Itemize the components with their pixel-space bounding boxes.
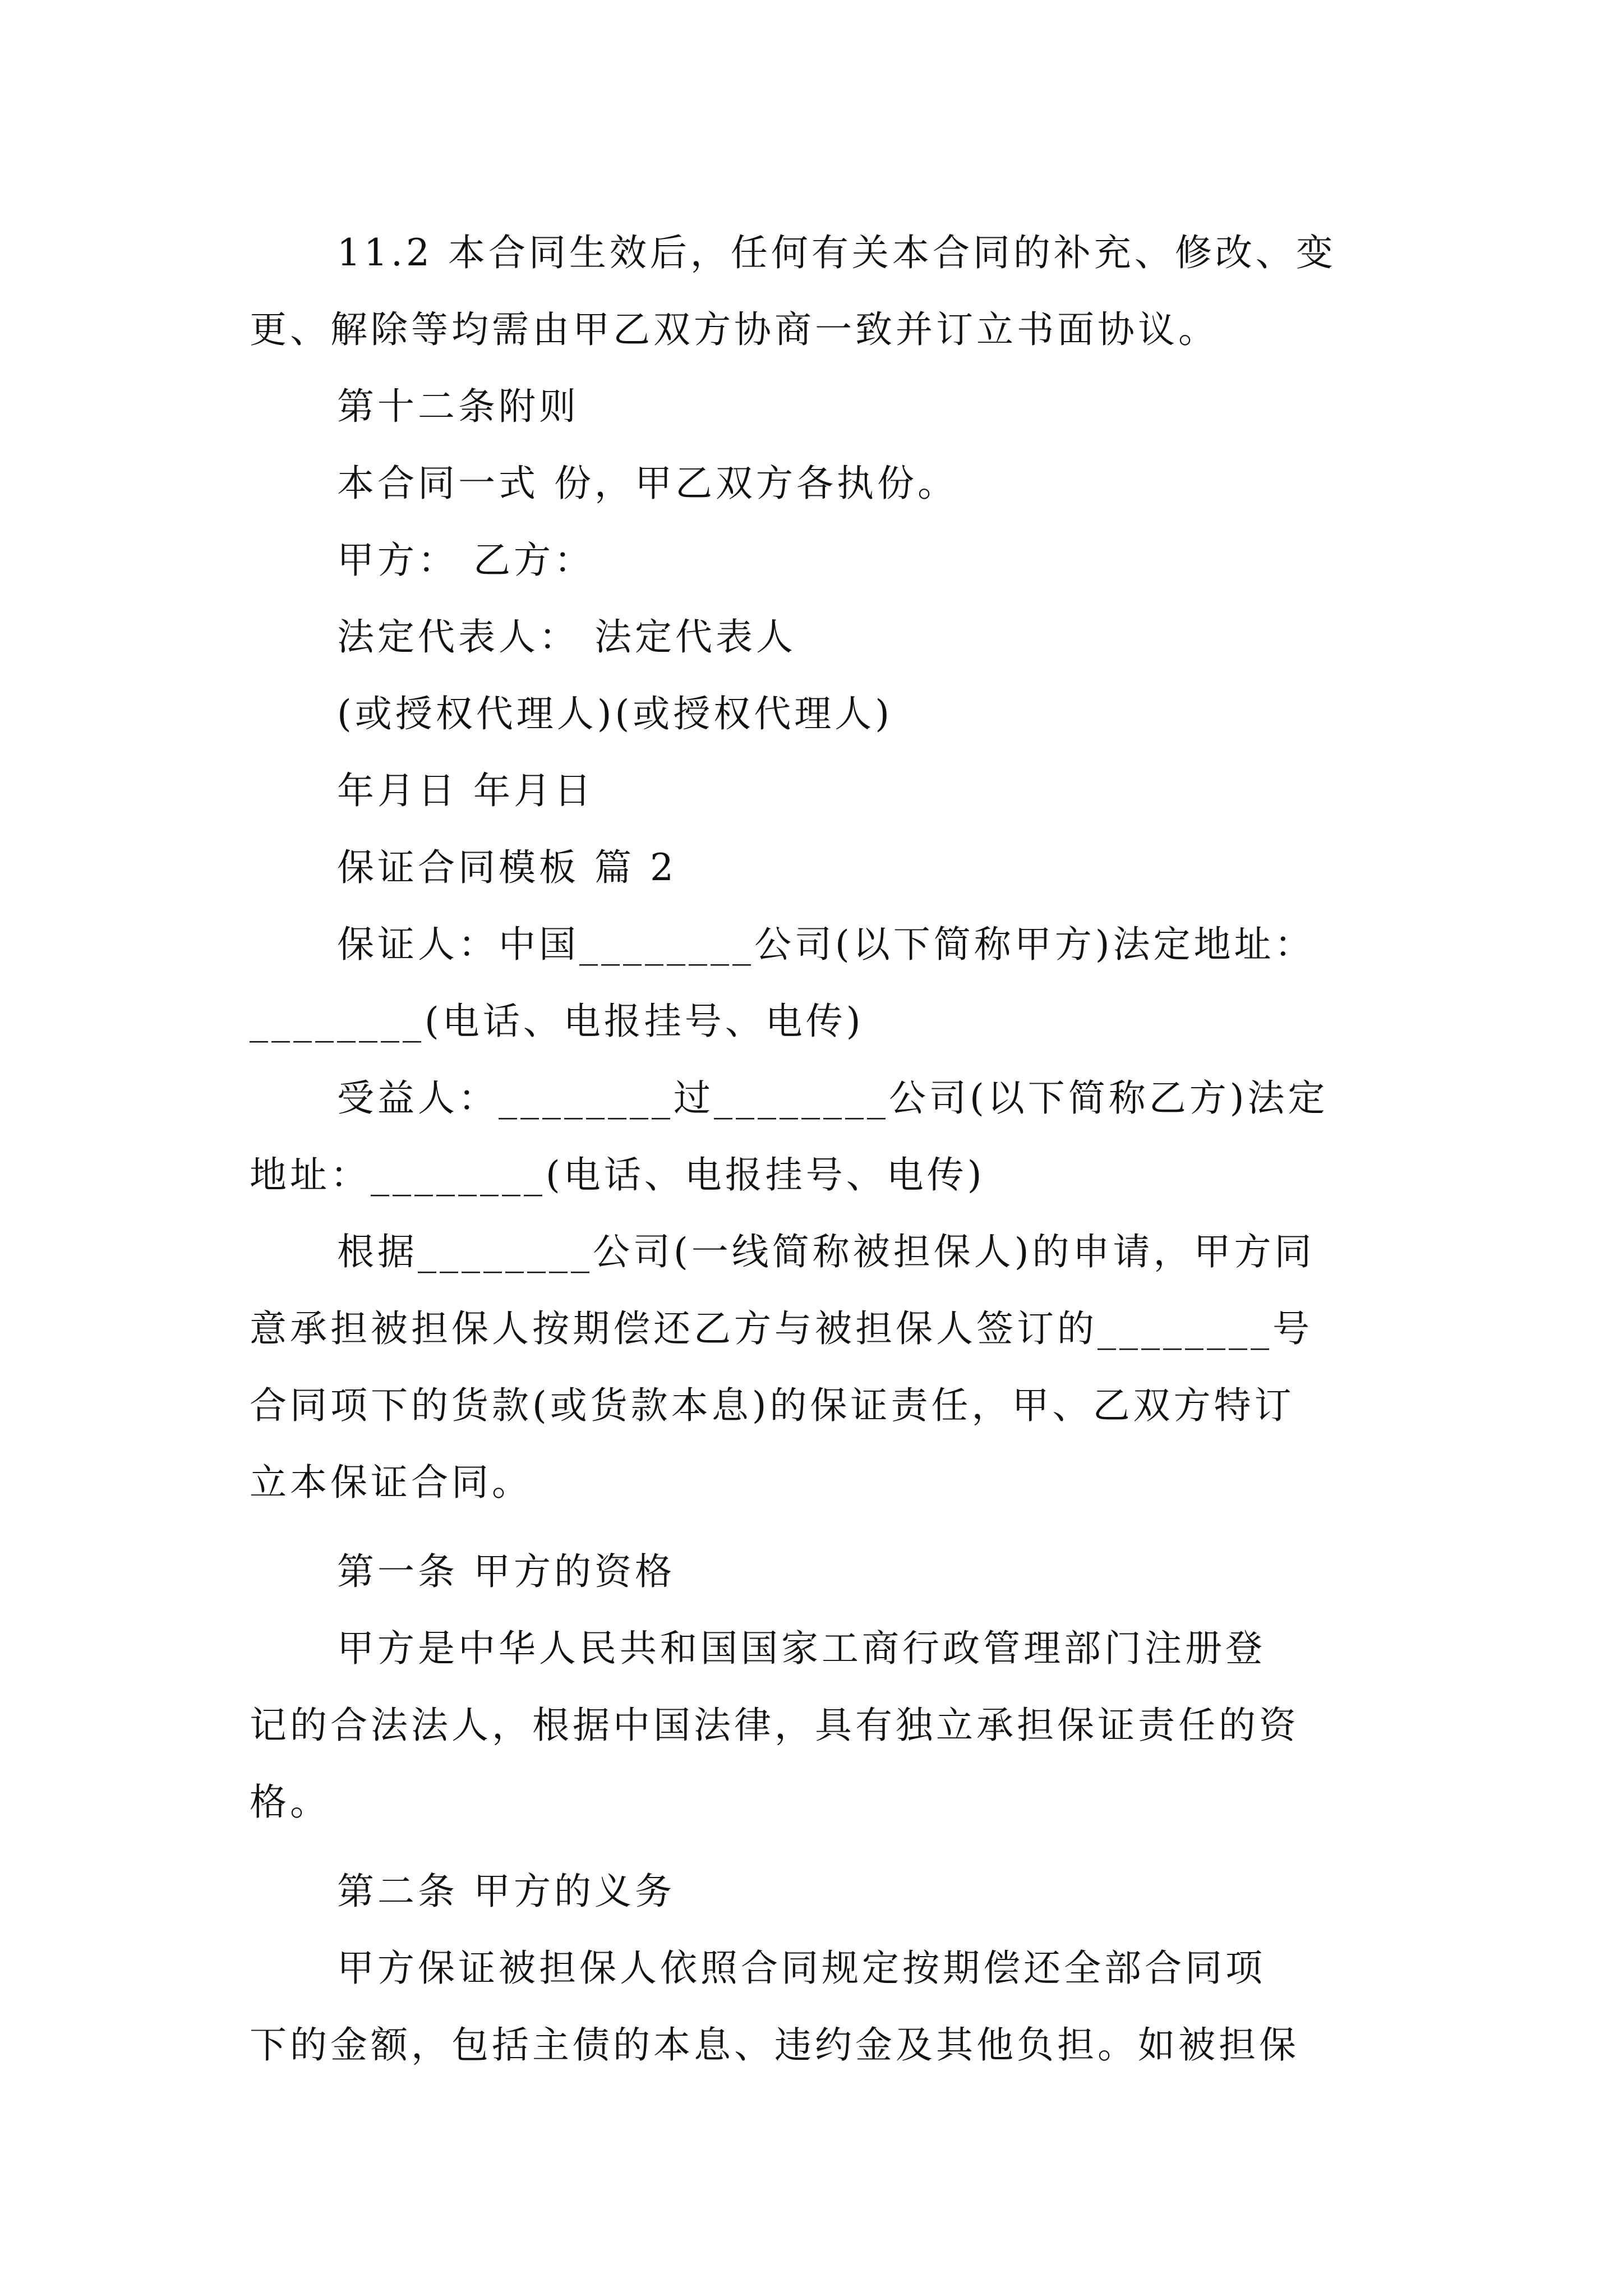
- paragraph-line: 11.2 本合同生效后，任何有关本合同的补充、修改、变: [337, 231, 1336, 274]
- document-body: [250, 214, 1388, 2083]
- paragraph-line: 立本保证合同。: [250, 1461, 532, 1504]
- paragraph-line: 意承担被担保人按期偿还乙方与被担保人签订的________号: [250, 1307, 1313, 1350]
- paragraph-line: 下的金额，包括主债的本息、违约金及其他负担。如被担保: [250, 2023, 1299, 2067]
- section-heading: 第一条 甲方的资格: [337, 1550, 675, 1593]
- paragraph-line: 甲方保证被担保人依照合同规定按期偿还全部合同项: [337, 1947, 1266, 1990]
- paragraph-line: 格。: [250, 1780, 330, 1824]
- signature-agent-line: (或授权代理人)(或授权代理人): [337, 692, 893, 735]
- guarantor-contact-line: ________(电话、电报挂号、电传): [250, 1000, 864, 1043]
- beneficiary-line: 受益人：________过________公司(以下简称乙方)法定: [337, 1076, 1329, 1120]
- section-heading: 第二条 甲方的义务: [337, 1870, 675, 1913]
- signature-parties-line: 甲方： 乙方：: [337, 539, 594, 582]
- paragraph-line: 更、解除等均需由甲乙双方协商一致并订立书面协议。: [250, 308, 1219, 351]
- section-heading: 第十二条附则: [337, 385, 579, 428]
- beneficiary-address-line: 地址：________(电话、电报挂号、电传): [250, 1153, 985, 1197]
- paragraph-line: 记的合法法人，根据中国法律，具有独立承担保证责任的资: [250, 1704, 1299, 1747]
- signature-representative-line: 法定代表人： 法定代表人: [337, 615, 796, 659]
- paragraph-line: 合同项下的货款(或货款本息)的保证责任，甲、乙双方特订: [250, 1384, 1295, 1427]
- signature-date-line: 年月日 年月日: [337, 769, 594, 812]
- paragraph-line: 本合同一式 份，甲乙双方各执份。: [337, 462, 958, 505]
- paragraph-line: 根据________公司(一线简称被担保人)的申请，甲方同: [337, 1230, 1315, 1273]
- paragraph-line: 甲方是中华人民共和国国家工商行政管理部门注册登: [337, 1627, 1266, 1670]
- document-title: 保证合同模板 篇 2: [337, 846, 677, 889]
- guarantor-line: 保证人：中国________公司(以下简称甲方)法定地址：: [337, 923, 1315, 966]
